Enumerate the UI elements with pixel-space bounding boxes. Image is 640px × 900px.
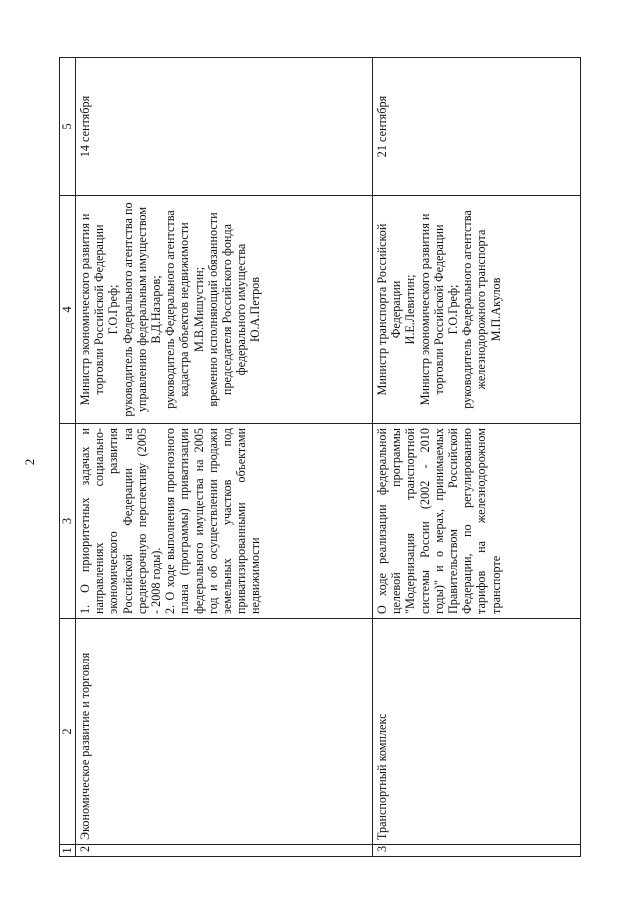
speaker-line: Министр транспорта Российской Федерации [375,223,404,396]
schedule-table [59,57,581,857]
row-area: Транспортный комплекс [373,619,581,845]
table-row [373,58,581,857]
topic-item: 1. О приоритетных задачах и направлениях социально-экономического развития Российской Федерации на среднесрочную перспективу (2005 - 2008 годы). [78,428,164,614]
header-col-5: 5 [60,58,76,196]
header-col-4: 4 [60,196,76,424]
header-col-2: 2 [60,619,76,845]
row-date: 21 сентября [373,58,581,196]
speaker-line: И.Е.Левитин; [403,274,418,345]
row-speakers [373,196,581,424]
row-topic [76,424,373,619]
speaker-line: В.Д.Назаров; [149,275,164,344]
table-row [76,58,373,857]
row-speakers [76,196,373,424]
header-col-1: 1 [60,845,76,857]
rotated-page [59,57,596,857]
topic-item: О ходе реализации федеральной целевой программы "Модернизация транспортной системы России (2002 - 2010 годы)" и о мерах, принимаемых Правительством Российской Федерации, по регулированию тарифов на железнодорожном транспорте [375,428,503,614]
header-col-3: 3 [60,424,76,619]
row-area: Экономическое развитие и торговля [76,619,373,845]
speaker-line: временно исполняющий обязанности председателя Российского фонда федерального имущества [205,212,249,407]
topic-item: 2. О ходе выполнения прогнозного плана (программы) приватизации федерального имущества на 2005 год и об осуществлении продажи земельных участков под приватизированными объектами недвижимости [163,428,263,614]
row-number: 2 [76,845,373,857]
row-topic [373,424,581,619]
speaker-line: Г.О.Греф; [106,284,121,335]
speaker-line: Г.О.Греф; [446,284,461,335]
speaker-line: М.П.Акулов [488,277,503,342]
speaker-line: М.В.Мишустин; [191,266,206,353]
speaker-line: руководитель Федерального агентства кадастра объектов недвижимости [163,210,192,409]
speaker-line: Министр экономического развития и торговли Российской Федерации [78,213,107,406]
page-number: 2 [22,458,37,466]
speaker-line: Министр экономического развития и торговли Российской Федерации [417,213,446,406]
row-date: 14 сентября [76,58,373,196]
speaker-line: руководитель Федерального агентства по управлению федеральным имуществом [120,202,149,417]
row-number: 3 [373,845,581,857]
header-row [60,58,76,857]
speaker-line: руководитель Федерального агентства железнодорожного транспорта [460,210,489,409]
speaker-line: Ю.А.Петров [248,276,263,343]
